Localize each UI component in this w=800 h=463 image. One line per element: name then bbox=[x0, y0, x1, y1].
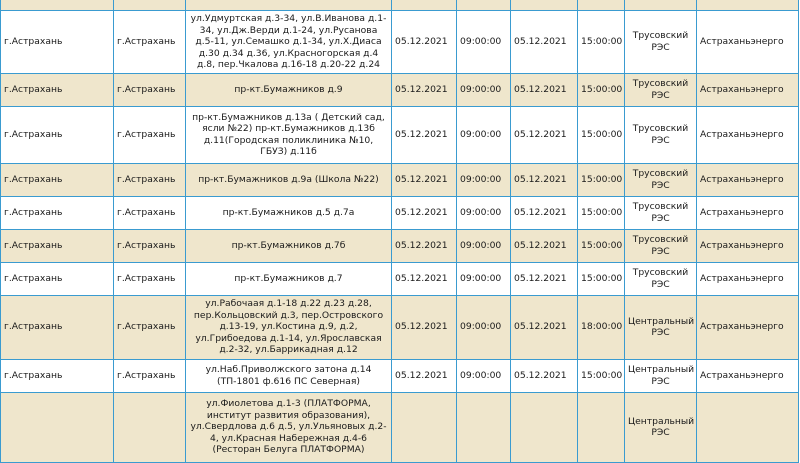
start-time-cell: 09:00:00 bbox=[457, 196, 511, 229]
start-date-cell bbox=[392, 0, 457, 11]
locality-cell bbox=[114, 392, 186, 462]
locality-cell: г.Астрахань bbox=[114, 11, 186, 74]
locality-cell: г.Астрахань bbox=[114, 359, 186, 392]
end-date-cell: 05.12.2021 bbox=[511, 229, 578, 262]
company-cell: Астраханьэнерго bbox=[697, 163, 799, 196]
start-time-cell: 09:00:00 bbox=[457, 73, 511, 106]
end-time-cell: 15:00:00 bbox=[578, 73, 625, 106]
city-cell: г.Астрахань bbox=[1, 359, 114, 392]
company-cell bbox=[697, 0, 799, 11]
address-cell: пр-кт.Бумажников д.5 д.7а bbox=[186, 196, 392, 229]
start-date-cell: 05.12.2021 bbox=[392, 262, 457, 295]
address-cell bbox=[186, 0, 392, 11]
table-row bbox=[1, 295, 799, 359]
address-cell: пр-кт.Бумажников д.7 bbox=[186, 262, 392, 295]
city-cell: г.Астрахань bbox=[1, 163, 114, 196]
end-time-cell: 15:00:00 bbox=[578, 196, 625, 229]
table-row bbox=[1, 359, 799, 392]
start-date-cell bbox=[392, 392, 457, 462]
end-time-cell: 15:00:00 bbox=[578, 359, 625, 392]
company-cell: Астраханьэнерго bbox=[697, 229, 799, 262]
locality-cell: г.Астрахань bbox=[114, 163, 186, 196]
res-cell: Центральный РЭС bbox=[625, 295, 697, 359]
company-cell: Астраханьэнерго bbox=[697, 359, 799, 392]
start-time-cell: 09:00:00 bbox=[457, 262, 511, 295]
address-cell: пр-кт.Бумажников д.7б bbox=[186, 229, 392, 262]
res-cell: Трусовский РЭС bbox=[625, 262, 697, 295]
res-cell: Центральный РЭС bbox=[625, 359, 697, 392]
locality-cell: г.Астрахань bbox=[114, 295, 186, 359]
end-date-cell: 05.12.2021 bbox=[511, 73, 578, 106]
address-cell: ул.Фиолетова д.1-3 (ПЛАТФОРМА, институт развития образования), ул.Свердлова д.6 д.5, ул.Ульяновых д.2-4, ул.Красная Набережная д.4-6 (Ресторан Белуга ПЛАТФОРМА) bbox=[186, 392, 392, 462]
res-cell: Центральный РЭС bbox=[625, 392, 697, 462]
city-cell: г.Астрахань bbox=[1, 229, 114, 262]
end-time-cell bbox=[578, 0, 625, 11]
start-time-cell: 09:00:00 bbox=[457, 163, 511, 196]
company-cell: Астраханьэнерго bbox=[697, 73, 799, 106]
start-date-cell: 05.12.2021 bbox=[392, 73, 457, 106]
start-date-cell: 05.12.2021 bbox=[392, 196, 457, 229]
company-cell: Астраханьэнерго bbox=[697, 11, 799, 74]
end-date-cell: 05.12.2021 bbox=[511, 359, 578, 392]
address-cell: пр-кт.Бумажников д.9а (Школа №22) bbox=[186, 163, 392, 196]
address-cell: ул.Наб.Приволжского затона д.14 (ТП-1801 ф.616 ПС Северная) bbox=[186, 359, 392, 392]
table-row bbox=[1, 392, 799, 462]
end-time-cell: 15:00:00 bbox=[578, 11, 625, 74]
start-time-cell: 09:00:00 bbox=[457, 11, 511, 74]
end-date-cell: 05.12.2021 bbox=[511, 196, 578, 229]
start-time-cell: 09:00:00 bbox=[457, 359, 511, 392]
company-cell: Астраханьэнерго bbox=[697, 295, 799, 359]
end-date-cell: 05.12.2021 bbox=[511, 295, 578, 359]
table-row bbox=[1, 11, 799, 74]
start-date-cell: 05.12.2021 bbox=[392, 229, 457, 262]
locality-cell: г.Астрахань bbox=[114, 262, 186, 295]
start-date-cell: 05.12.2021 bbox=[392, 106, 457, 163]
start-time-cell: 09:00:00 bbox=[457, 295, 511, 359]
city-cell: г.Астрахань bbox=[1, 73, 114, 106]
locality-cell: г.Астрахань bbox=[114, 106, 186, 163]
res-cell: Трусовский РЭС bbox=[625, 11, 697, 74]
company-cell bbox=[697, 392, 799, 462]
company-cell: Астраханьэнерго bbox=[697, 106, 799, 163]
end-date-cell bbox=[511, 392, 578, 462]
start-time-cell: 09:00:00 bbox=[457, 229, 511, 262]
res-cell bbox=[625, 0, 697, 11]
start-date-cell: 05.12.2021 bbox=[392, 163, 457, 196]
address-cell: ул.Удмуртская д.3-34, ул.В.Иванова д.1-34, ул.Дж.Верди д.1-24, ул.Русанова д.5-11, ул.Семашко д.1-34, ул.Х.Диаса д.30 д.34 д.36, ул.Красногорская д.4 д.8, пер.Чкалова д.16-18 д.20-22 д.24 bbox=[186, 11, 392, 74]
end-date-cell: 05.12.2021 bbox=[511, 106, 578, 163]
end-time-cell: 15:00:00 bbox=[578, 262, 625, 295]
start-date-cell: 05.12.2021 bbox=[392, 295, 457, 359]
end-date-cell bbox=[511, 0, 578, 11]
address-cell: пр-кт.Бумажников д.9 bbox=[186, 73, 392, 106]
res-cell: Трусовский РЭС bbox=[625, 73, 697, 106]
end-time-cell: 18:00:00 bbox=[578, 295, 625, 359]
table-row bbox=[1, 106, 799, 163]
end-time-cell: 15:00:00 bbox=[578, 106, 625, 163]
start-time-cell bbox=[457, 0, 511, 11]
locality-cell: г.Астрахань bbox=[114, 73, 186, 106]
city-cell: г.Астрахань bbox=[1, 106, 114, 163]
locality-cell: г.Астрахань bbox=[114, 196, 186, 229]
address-cell: пр-кт.Бумажников д.13а ( Детский сад, ясли №22) пр-кт.Бумажников д.13б д.11(Городская поликлиника №10, ГБУЗ) д.11б bbox=[186, 106, 392, 163]
table-row bbox=[1, 73, 799, 106]
start-date-cell: 05.12.2021 bbox=[392, 359, 457, 392]
table-row bbox=[1, 163, 799, 196]
res-cell: Трусовский РЭС bbox=[625, 196, 697, 229]
locality-cell: г.Астрахань bbox=[114, 229, 186, 262]
end-time-cell: 15:00:00 bbox=[578, 229, 625, 262]
city-cell: г.Астрахань bbox=[1, 262, 114, 295]
company-cell: Астраханьэнерго bbox=[697, 196, 799, 229]
start-time-cell: 09:00:00 bbox=[457, 106, 511, 163]
res-cell: Трусовский РЭС bbox=[625, 229, 697, 262]
city-cell: г.Астрахань bbox=[1, 11, 114, 74]
company-cell: Астраханьэнерго bbox=[697, 262, 799, 295]
locality-cell bbox=[114, 0, 186, 11]
city-cell: г.Астрахань bbox=[1, 295, 114, 359]
city-cell: г.Астрахань bbox=[1, 196, 114, 229]
end-date-cell: 05.12.2021 bbox=[511, 262, 578, 295]
start-date-cell: 05.12.2021 bbox=[392, 11, 457, 74]
end-date-cell: 05.12.2021 bbox=[511, 11, 578, 74]
end-time-cell bbox=[578, 392, 625, 462]
table-row bbox=[1, 196, 799, 229]
end-date-cell: 05.12.2021 bbox=[511, 163, 578, 196]
table-row bbox=[1, 262, 799, 295]
table-row bbox=[1, 0, 799, 11]
res-cell: Трусовский РЭС bbox=[625, 106, 697, 163]
table-row bbox=[1, 229, 799, 262]
res-cell: Трусовский РЭС bbox=[625, 163, 697, 196]
address-cell: ул.Рабочаая д.1-18 д.22 д.23 д.28, пер.Кольцовский д.3, пер.Островского д.13-19, ул.Костина д.9, д.2, ул.Грибоедова д.1-14, ул.Ярославская д.2-32, ул.Баррикадная д.12 bbox=[186, 295, 392, 359]
start-time-cell bbox=[457, 392, 511, 462]
city-cell bbox=[1, 0, 114, 11]
end-time-cell: 15:00:00 bbox=[578, 163, 625, 196]
city-cell bbox=[1, 392, 114, 462]
